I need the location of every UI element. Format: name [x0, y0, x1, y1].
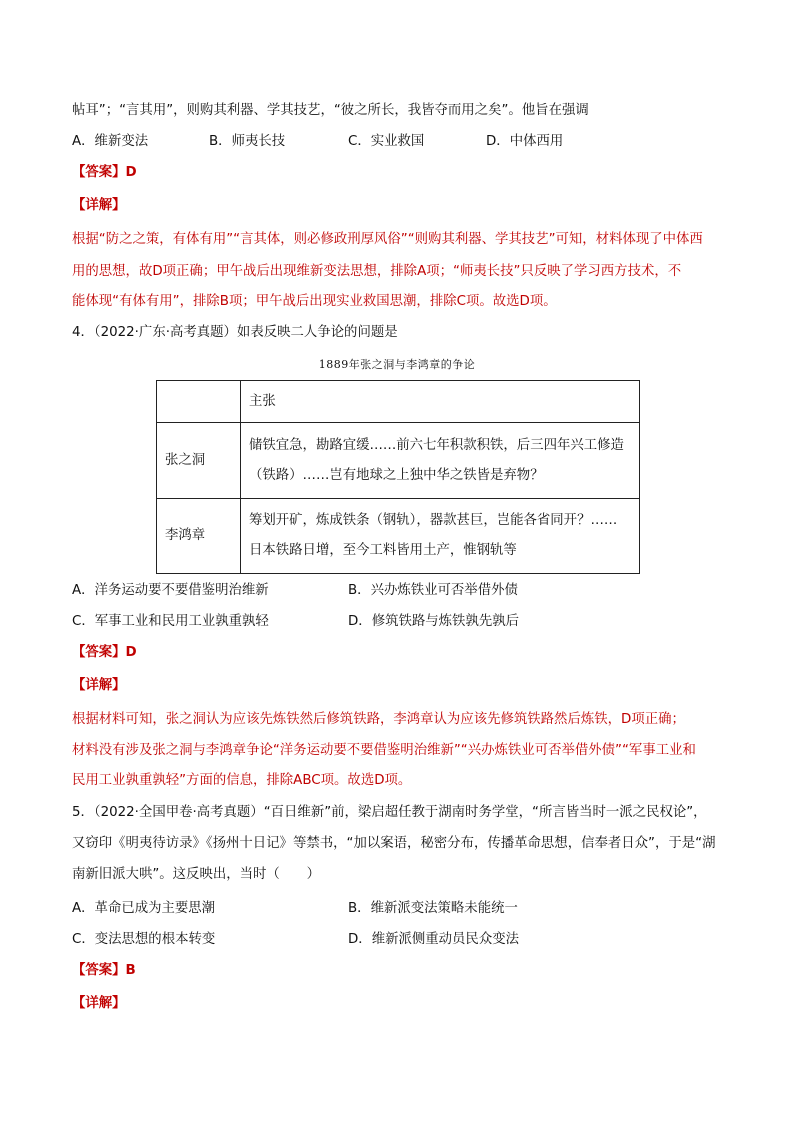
table-cell-line: 储铁宜急，勘路宜缓……前六七年积款积铁，后三四年兴工修造	[249, 437, 624, 453]
detail-label: 【详解】	[72, 996, 126, 1011]
question-stem-line: 又窃印《明夷待访录》《扬州十日记》等禁书，“加以案语，秘密分布，传播革命思想，信奉者日众”，于是“湖	[72, 836, 716, 851]
option-d: D．中体西用	[486, 134, 564, 149]
table-cell-line: 日本铁路日增，至今工料皆用土产，惟钢轨等	[249, 543, 517, 558]
table-header-row	[157, 381, 640, 423]
table-cell-content	[241, 499, 640, 574]
table-cell-name: 李鸿章	[157, 499, 241, 574]
question-stem-line: 5．（2022·全国甲卷·高考真题）“百日维新”前，梁启超任教于湖南时务学堂，“所言皆当时一派之民权论”，	[72, 805, 707, 820]
option-c: C．实业救国	[348, 134, 425, 149]
option-b: B．维新派变法策略未能统一	[348, 901, 518, 916]
option-b: B．兴办炼铁业可否举借外债	[348, 583, 518, 598]
question-text-line: 帖耳”；“言其用”，则购其利器、学其技艺，“彼之所长，我皆夺而用之矣”。他旨在强调	[72, 103, 589, 118]
option-b: B．师夷长技	[209, 134, 286, 149]
option-a: A．洋务运动要不要借鉴明治维新	[72, 583, 269, 598]
option-d: D．修筑铁路与炼铁孰先孰后	[348, 614, 519, 629]
option-a: A．革命已成为主要思潮	[72, 901, 216, 916]
detail-line: 材料没有涉及张之洞与李鸿章争论“洋务运动要不要借鉴明治维新”“兴办炼铁业可否举借外债”“军事工业和	[72, 743, 696, 758]
option-d: D．维新派侧重动员民众变法	[348, 932, 519, 947]
table-header-cell	[157, 381, 241, 423]
option-c: C．军事工业和民用工业孰重孰轻	[72, 614, 269, 629]
table-caption: 1889年张之洞与李鸿章的争论	[318, 358, 476, 371]
answer-label: 【答案】D	[72, 645, 137, 660]
detail-label: 【详解】	[72, 678, 126, 693]
table-row	[157, 423, 640, 499]
detail-line: 根据“防之之策，有体有用”“言其体，则必修政刑厚风俗”“则购其利器、学其技艺”可知，材料体现了中体西	[72, 232, 703, 247]
answer-label: 【答案】D	[72, 165, 137, 180]
option-a: A．维新变法	[72, 134, 149, 149]
table-cell-content	[241, 423, 640, 499]
table-cell-line: 筹划开矿，炼成铁条（钢轨），器款甚巨，岂能各省同开？……	[249, 513, 618, 528]
table-cell-line: （铁路）……岂有地球之上独中华之铁皆是弃物？	[249, 467, 544, 483]
detail-line: 能体现“有体有用”，排除B项；甲午战后出现实业救国思潮，排除C项。故选D项。	[72, 294, 557, 309]
option-c: C．变法思想的根本转变	[72, 932, 216, 947]
debate-table	[156, 380, 640, 574]
question-stem-line: 南新旧派大哄”。这反映出，当时（ ）	[72, 867, 320, 882]
answer-label: 【答案】B	[72, 963, 136, 978]
detail-line: 根据材料可知，张之洞认为应该先炼铁然后修筑铁路，李鸿章认为应该先修筑铁路然后炼铁，D项正确；	[72, 712, 685, 727]
detail-line: 民用工业孰重孰轻”方面的信息，排除ABC项。故选D项。	[72, 773, 412, 788]
table-cell-name: 张之洞	[157, 423, 241, 499]
question-stem: 4．（2022·广东·高考真题）如表反映二人争论的问题是	[72, 325, 398, 340]
table-header-cell: 主张	[241, 381, 640, 423]
detail-label: 【详解】	[72, 198, 126, 213]
table-row	[157, 499, 640, 574]
detail-line: 用的思想，故D项正确；甲午战后出现维新变法思想，排除A项；“师夷长技”只反映了学习西方技术，不	[72, 264, 682, 279]
